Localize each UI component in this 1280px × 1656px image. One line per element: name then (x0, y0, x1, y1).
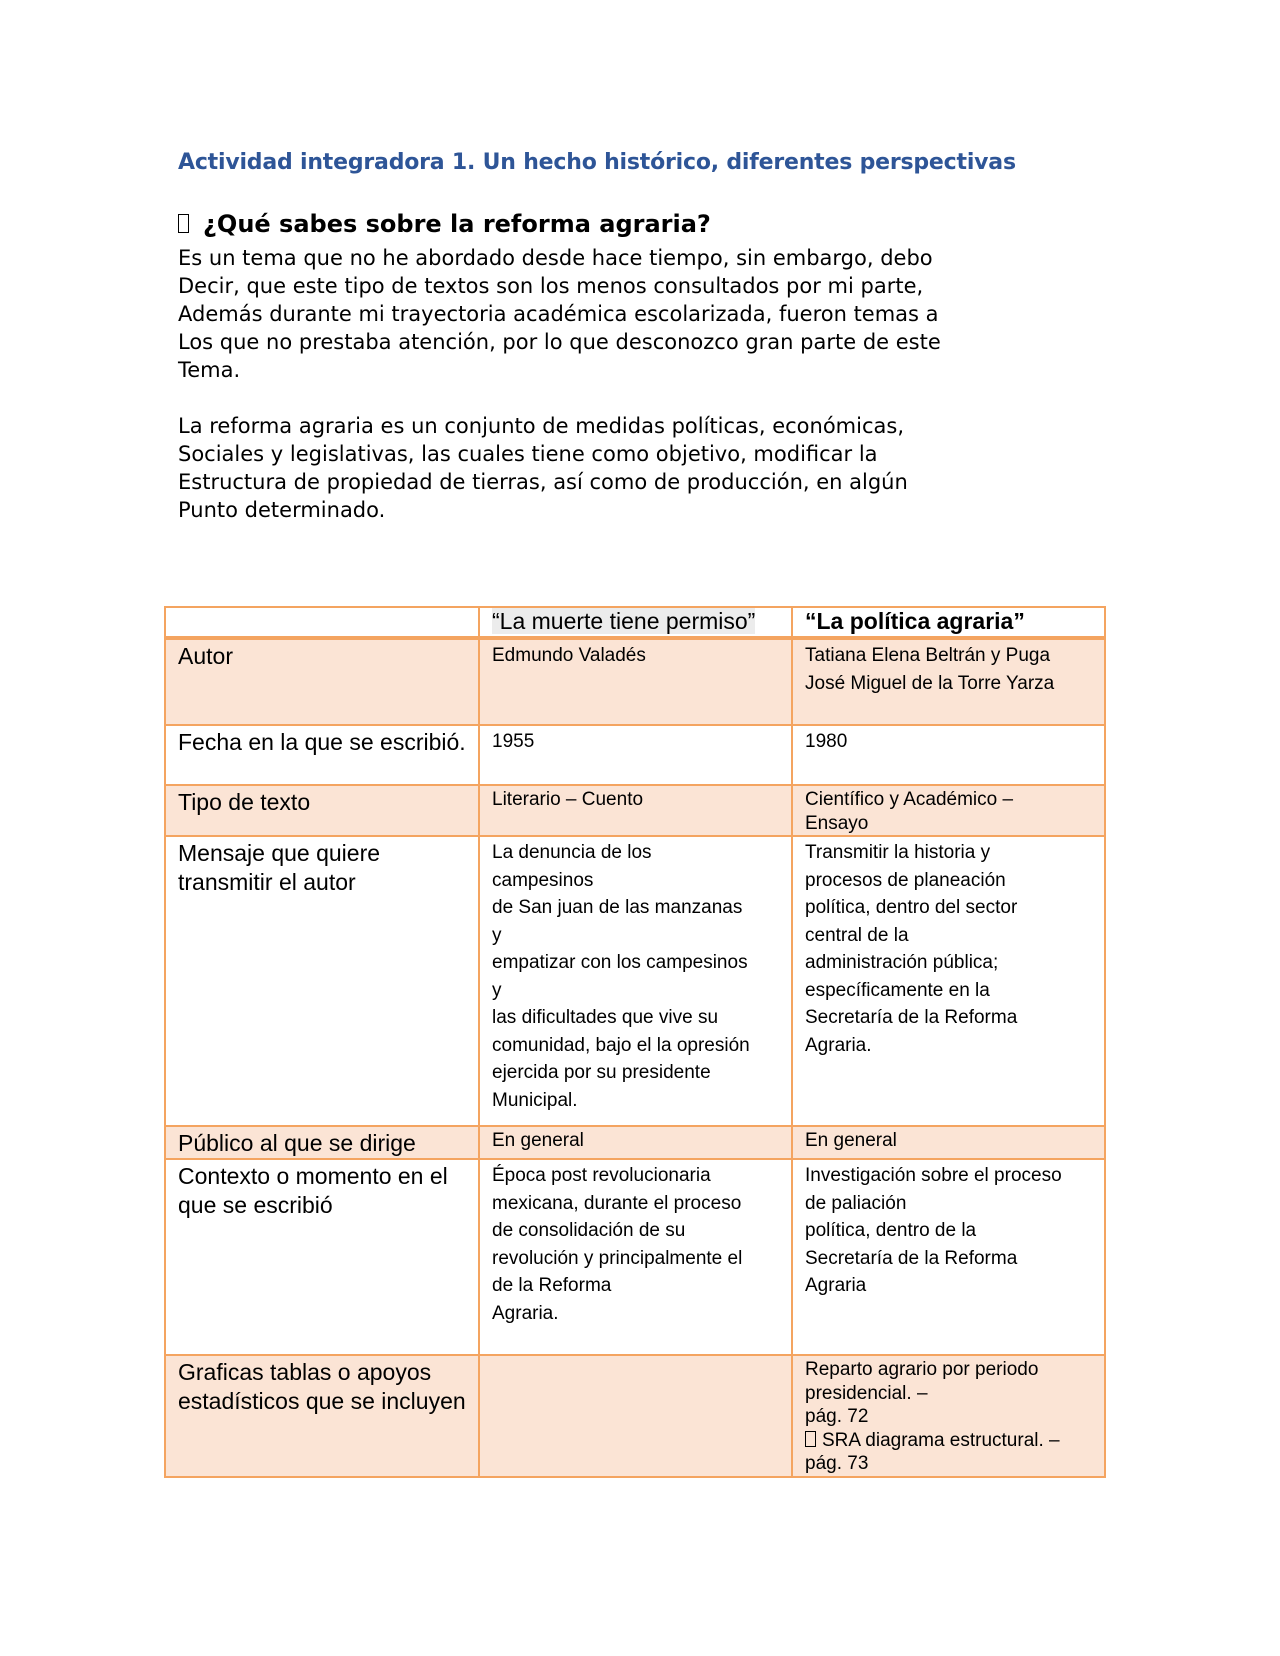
question-text: ¿Qué sabes sobre la reforma agraria? (203, 210, 711, 238)
table-row-publico (165, 1126, 1105, 1159)
cell-line: y (492, 924, 502, 946)
paragraph-1 (178, 244, 1078, 384)
row-label: Contexto o momento en el que se escribió (178, 1163, 448, 1218)
cell-line: Municipal. (492, 1089, 578, 1111)
cell-line: de paliación (805, 1192, 907, 1214)
cell-line: política, dentro del sector (805, 897, 1018, 918)
cell-line: presidencial. – (805, 1382, 928, 1404)
cell-line: 1955 (492, 731, 535, 752)
cell-col1 (479, 1126, 792, 1159)
cell-line: Agraria. (492, 1302, 559, 1324)
cell-line: 1980 (805, 731, 848, 752)
row-label: Mensaje que quiere transmitir el autor (178, 840, 381, 895)
cell-line: Reparto agrario por periodo (805, 1359, 1039, 1380)
cell-col1 (479, 638, 792, 725)
paragraph-line: Estructura de propiedad de tierras, así como de producción, en algún (178, 470, 908, 494)
cell-line: comunidad, bajo el la opresión (492, 1034, 750, 1056)
table-row-mensaje (165, 836, 1105, 1126)
cell-col2 (792, 638, 1105, 725)
cell-line: de la Reforma (492, 1275, 612, 1296)
cell-line: administración pública; (805, 952, 999, 973)
cell-line: campesinos (492, 869, 594, 891)
cell-line: Agraria. (805, 1034, 872, 1056)
cell-line: Edmundo Valadés (492, 645, 646, 666)
cell-line: José Miguel de la Torre Yarza (805, 672, 1055, 694)
document-title: Actividad integradora 1. Un hecho histórico, diferentes perspectivas (178, 150, 1016, 175)
cell-line: En general (805, 1130, 897, 1151)
paragraph-line: Sociales y legislativas, las cuales tiene como objetivo, modificar la (178, 442, 878, 466)
cell-line: empatizar con los campesinos (492, 952, 748, 973)
cell-line: Tatiana Elena Beltrán y Puga (805, 645, 1051, 666)
paragraph-2 (178, 412, 1078, 524)
cell-line: pág. 72 (805, 1406, 869, 1427)
cell-line-text: SRA diagrama estructural. – (822, 1429, 1060, 1451)
cell-line: Investigación sobre el proceso (805, 1165, 1062, 1186)
cell-col2 (792, 1159, 1105, 1355)
cell-line: En general (492, 1130, 584, 1151)
header-cell-muerte (479, 607, 792, 638)
paragraph-line: Tema. (178, 358, 241, 382)
row-label-cell (165, 1126, 479, 1159)
cell-line: Secretaría de la Reforma (805, 1247, 1018, 1269)
table-row-graficas (165, 1355, 1105, 1477)
paragraph-line: Decir, que este tipo de textos son los menos consultados por mi parte, (178, 274, 924, 298)
cell-col1 (479, 785, 792, 836)
cell-line: Secretaría de la Reforma (805, 1007, 1018, 1028)
paragraph-line: La reforma agraria es un conjunto de medidas políticas, económicas, (178, 414, 904, 438)
row-label-cell (165, 1355, 479, 1477)
cell-col2 (792, 1126, 1105, 1159)
row-label-cell (165, 785, 479, 836)
row-label: Autor (178, 643, 233, 669)
row-label: Graficas tablas o apoyos estadísticos que se incluyen (178, 1359, 466, 1414)
cell-col2 (792, 836, 1105, 1126)
cell-col2 (792, 1355, 1105, 1477)
cell-line: Época post revolucionaria (492, 1165, 711, 1186)
cell-col2 (792, 725, 1105, 785)
row-label: Tipo de texto (178, 789, 311, 815)
paragraph-line: Punto determinado. (178, 498, 386, 522)
cell-line: revolución y principalmente el (492, 1247, 743, 1269)
table-row-contexto (165, 1159, 1105, 1355)
table-row-autor (165, 638, 1105, 725)
cell-line: pág. 73 (805, 1453, 869, 1474)
comparison-table (164, 606, 1106, 1478)
cell-line: procesos de planeación (805, 869, 1006, 891)
cell-line (805, 1429, 1092, 1453)
row-label-cell (165, 836, 479, 1126)
cell-line: Transmitir la historia y (805, 842, 991, 863)
cell-col2 (792, 785, 1105, 836)
header-text-politica: “La política agraria” (805, 608, 1025, 634)
row-label-cell (165, 725, 479, 785)
cell-col1 (479, 836, 792, 1126)
cell-line: Ensayo (805, 812, 869, 834)
header-text-muerte: “La muerte tiene permiso” (492, 608, 756, 634)
paragraph-line: Los que no prestaba atención, por lo que desconozco gran parte de este (178, 330, 941, 354)
paragraph-line: Es un tema que no he abordado desde hace tiempo, sin embargo, debo (178, 246, 933, 270)
question-heading (178, 210, 711, 238)
cell-line: específicamente en la (805, 979, 990, 1001)
cell-line: las dificultades que vive su (492, 1007, 719, 1028)
cell-line: y (492, 979, 502, 1001)
header-cell-politica (792, 607, 1105, 638)
cell-line: Científico y Académico – (805, 789, 1014, 810)
table-row-tipo (165, 785, 1105, 836)
cell-line: central de la (805, 924, 909, 946)
row-label-cell (165, 638, 479, 725)
row-label: Fecha en la que se escribió. (178, 729, 466, 755)
cell-line: política, dentro de la (805, 1220, 977, 1241)
cell-line: ejercida por su presidente (492, 1062, 711, 1083)
cell-line: de consolidación de su (492, 1220, 686, 1241)
row-label: Público al que se dirige (178, 1130, 416, 1156)
table-header-row (165, 607, 1105, 638)
cell-line: Agraria (805, 1275, 867, 1296)
cell-line: mexicana, durante el proceso (492, 1192, 742, 1214)
table-row-fecha (165, 725, 1105, 785)
cell-line: Literario – Cuento (492, 789, 644, 810)
header-cell-empty (165, 607, 479, 638)
cell-col1-empty (479, 1355, 792, 1477)
paragraph-line: Además durante mi trayectoria académica escolarizada, fueron temas a (178, 302, 939, 326)
cell-col1 (479, 1159, 792, 1355)
cell-line: de San juan de las manzanas (492, 897, 743, 918)
cell-line: La denuncia de los (492, 842, 652, 863)
bullet-box-icon (805, 1431, 816, 1447)
row-label-cell (165, 1159, 479, 1355)
cell-col1 (479, 725, 792, 785)
bullet-box-icon (178, 214, 189, 233)
